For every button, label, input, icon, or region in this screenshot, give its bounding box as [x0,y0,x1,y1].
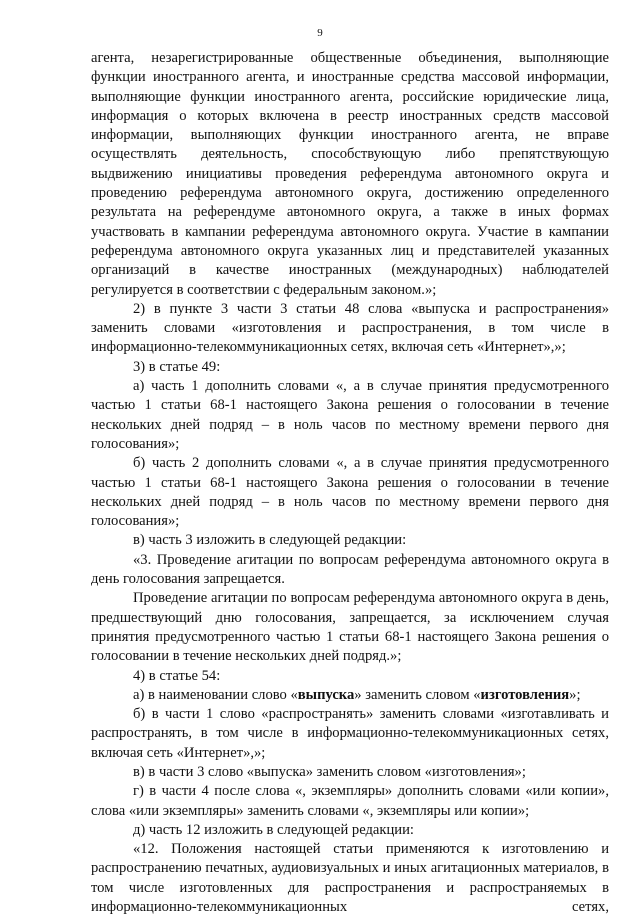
paragraph-item-2: 2) в пункте 3 части 3 статьи 48 слова «выпуска и распространения» заменить словами «изготовления и распространения, в том числе в информационно-телекоммуникационных сетях, включая сеть «Интернет»,»; [91,300,609,356]
paragraph-quote-part-3-cont: Проведение агитации по вопросам референдума автономного округа в день, предшествующий дню голосования, запрещается, за исключением случая принятия предусмотренного частью 1 статьи 68-1 настоящего Закона решения о голосовании в течение нескольких дней подряд.»; [91,590,609,665]
page-number: 9 [317,27,323,39]
paragraph-item-4g: г) в части 4 после слова «, экземпляры» дополнить словами «или копии», слова «или экземпляры» заменить словами «, экземпляры или копии»; [91,783,609,819]
bold-word-vypuska: выпуска [297,686,355,703]
paragraph-item-4a-mid: » заменить словом « [354,686,481,703]
paragraph-item-4a [91,686,609,705]
document-body [91,49,609,917]
paragraph-item-4b: б) в части 1 слово «распространять» заменить словами «изготавливать и распространять, в том числе в информационно-телекоммуникационных сетях, включая сеть «Интернет»,»; [91,706,609,761]
paragraph-item-3a: а) часть 1 дополнить словами «, а в случае принятия предусмотренного частью 1 статьи 68-1 настоящего Закона решения о голосовании в течение нескольких дней подряд – в ноль часов по местному времени первого дня голосования»; [91,378,609,452]
paragraph-item-3: 3) в статье 49: [133,358,221,375]
paragraph-item-4: 4) в статье 54: [133,667,221,684]
paragraph-item-3v: в) часть 3 изложить в следующей редакции: [133,532,407,549]
paragraph-item-4a-pre: а) в наименовании слово « [133,686,298,703]
paragraph-foreign-agents: агента, незарегистрированные общественные объединения, выполняющие функции иностранного агента, и иностранные средства массовой информации, выполняющие функции иностранного агента, российские юридические лица, информация о которых включена в реестр иностранных средств массовой информации, выполняющих функции иностранного агента, не вправе осуществлять деятельность, способствующую либо препятствующую выдвижению инициативы проведения референдума автономного округа и проведению референдума автономного округа, достижению определенного результата на референдуме автономного округа, а также в иных формах участвовать в кампании референдума автономного округа. Участие в кампании референдума автономного округа указанных лиц и представителей указанных организаций в качестве иностранных (международных) наблюдателей регулируется в соответствии с федеральным законом.»; [91,50,609,298]
paragraph-item-4d: д) часть 12 изложить в следующей редакции: [133,821,414,838]
paragraph-item-4a-post: »; [569,686,581,703]
paragraph-item-4v: в) в части 3 слово «выпуска» заменить словом «изготовления»; [133,763,526,780]
paragraph-item-3b: б) часть 2 дополнить словами «, а в случае принятия предусмотренного частью 1 статьи 68-1 настоящего Закона решения о голосовании в течение нескольких дней подряд – в ноль часов по местному времени первого дня голосования»; [91,455,609,530]
bold-word-izgotovleniya: изготовления [480,686,570,703]
paragraph-quote-part-12: «12. Положения настоящей статьи применяются к изготовлению и распространению печатных, аудиовизуальных и иных агитационных материалов, в том числе изготовленных для распространения и распространяемых в информационно-телекоммуникационных сетях, [91,841,609,916]
paragraph-quote-part-3: «3. Проведение агитации по вопросам референдума автономного округа в день голосования запрещается. [91,551,609,588]
